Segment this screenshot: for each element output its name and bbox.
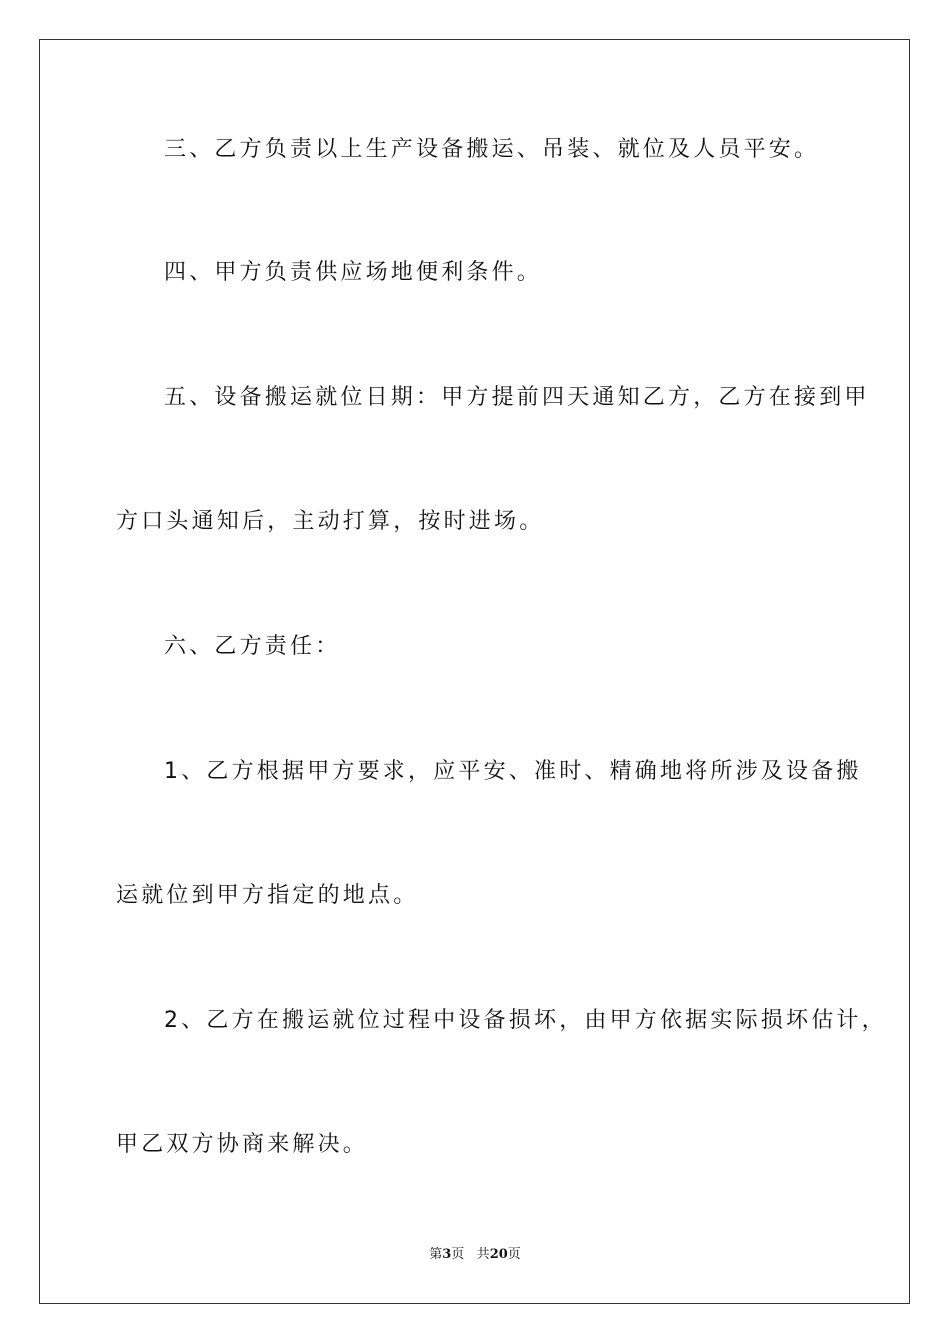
- paragraph-line-9: 甲乙双方协商来解决。: [116, 1132, 369, 1157]
- paragraph-line-4: 方口头通知后，主动打算，按时进场。: [116, 509, 545, 534]
- paragraph-line-3: 五、设备搬运就位日期：甲方提前四天通知乙方，乙方在接到甲: [164, 385, 870, 410]
- page-border: [39, 39, 910, 1304]
- paragraph-line-1: 三、乙方负责以上生产设备搬运、吊装、就位及人员平安。: [164, 137, 820, 162]
- paragraph-line-5: 六、乙方责任：: [164, 634, 341, 659]
- paragraph-line-2: 四、甲方负责供应场地便利条件。: [164, 260, 543, 285]
- footer-page-prefix: 第: [429, 1247, 443, 1262]
- footer-total-suffix: 页: [507, 1247, 521, 1262]
- footer-current-page: 3: [442, 1247, 452, 1262]
- page-footer: [0, 1246, 950, 1264]
- footer-total-pages: 20: [489, 1247, 508, 1262]
- paragraph-line-7: 运就位到甲方指定的地点。: [116, 883, 419, 908]
- footer-page-suffix: 页: [451, 1247, 465, 1262]
- paragraph-line-8: 2、乙方在搬运就位过程中设备损坏，由甲方依据实际损坏估计，: [164, 1008, 887, 1033]
- footer-total-prefix: 共: [476, 1247, 490, 1262]
- paragraph-line-6: 1、乙方根据甲方要求，应平安、准时、精确地将所涉及设备搬: [164, 759, 862, 784]
